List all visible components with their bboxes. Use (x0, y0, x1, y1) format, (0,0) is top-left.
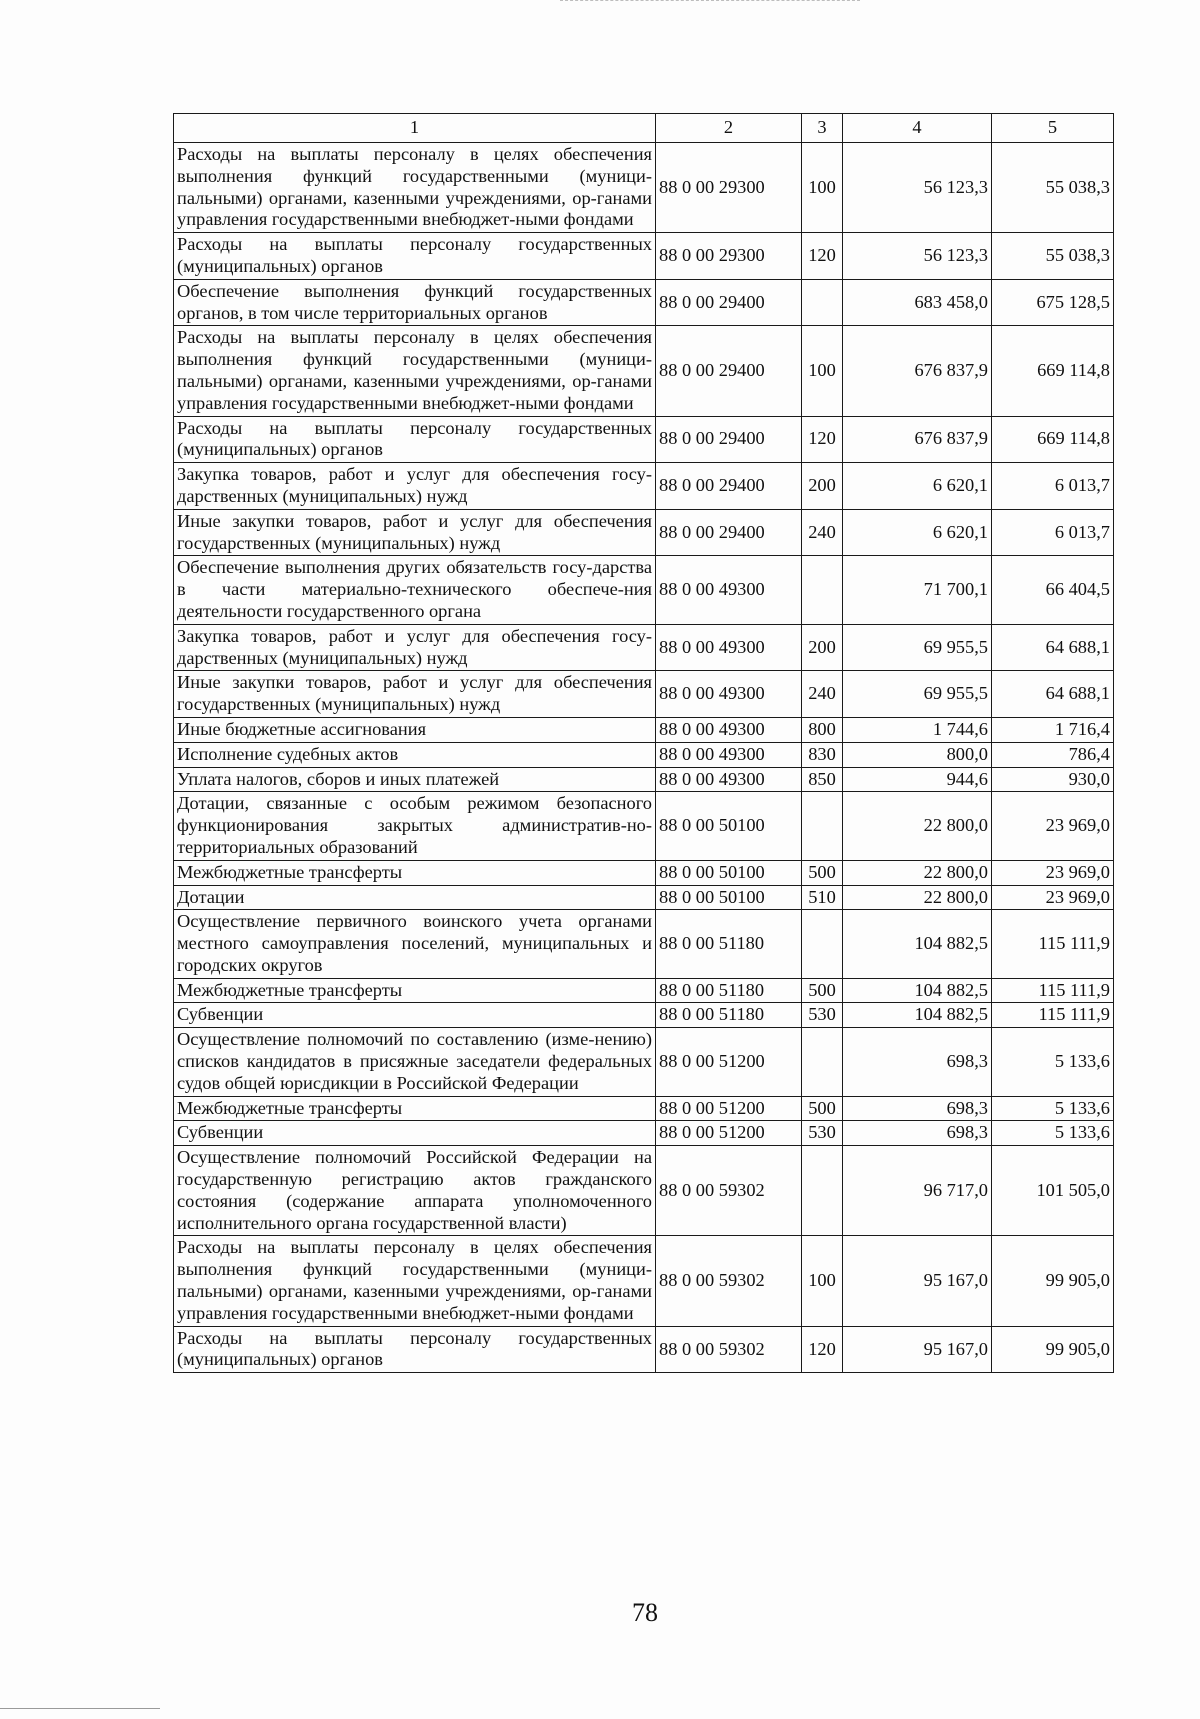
table-row (174, 910, 1114, 978)
scan-artifact-top (560, 0, 860, 2)
cell-amount-1: 71 700,1 (843, 556, 992, 624)
cell-amount-2: 66 404,5 (992, 556, 1114, 624)
header-col-4: 4 (843, 114, 992, 143)
cell-amount-2: 101 505,0 (992, 1146, 1114, 1236)
table-row (174, 279, 1114, 326)
cell-amount-2: 64 688,1 (992, 624, 1114, 671)
table-row (174, 885, 1114, 910)
cell-amount-1: 698,3 (843, 1028, 992, 1096)
cell-amount-1: 676 837,9 (843, 326, 992, 416)
cell-amount-1: 22 800,0 (843, 792, 992, 860)
cell-name: Иные закупки товаров, работ и услуг для обеспечения государственных (муниципальных) нужд (174, 671, 656, 718)
cell-amount-1: 22 800,0 (843, 860, 992, 885)
table-row (174, 326, 1114, 416)
table-row (174, 1028, 1114, 1096)
cell-amount-2: 1 716,4 (992, 717, 1114, 742)
cell-name: Расходы на выплаты персоналу в целях обеспечения выполнения функций государственными (муници-пальными) органами, казенными учреждениями, ор-ганами управления государственными внебюджет-ными фондами (174, 143, 656, 233)
cell-amount-2: 99 905,0 (992, 1236, 1114, 1326)
cell-amount-2: 23 969,0 (992, 860, 1114, 885)
cell-code: 88 0 00 51180 (656, 910, 802, 978)
cell-amount-2: 6 013,7 (992, 509, 1114, 556)
table-row (174, 792, 1114, 860)
cell-name: Обеспечение выполнения других обязательств госу-дарства в части материально-технического обеспече-ния деятельности государственного органа (174, 556, 656, 624)
cell-amount-1: 800,0 (843, 742, 992, 767)
budget-table (173, 113, 1114, 1373)
table-row (174, 1236, 1114, 1326)
cell-amount-1: 95 167,0 (843, 1236, 992, 1326)
cell-expense-type: 200 (802, 624, 843, 671)
cell-amount-2: 675 128,5 (992, 279, 1114, 326)
cell-code: 88 0 00 59302 (656, 1326, 802, 1373)
cell-code: 88 0 00 29400 (656, 509, 802, 556)
cell-code: 88 0 00 49300 (656, 717, 802, 742)
cell-amount-1: 6 620,1 (843, 463, 992, 510)
cell-name: Иные закупки товаров, работ и услуг для обеспечения государственных (муниципальных) нужд (174, 509, 656, 556)
table-row (174, 143, 1114, 233)
cell-amount-1: 104 882,5 (843, 910, 992, 978)
cell-name: Уплата налогов, сборов и иных платежей (174, 767, 656, 792)
cell-amount-2: 99 905,0 (992, 1326, 1114, 1373)
cell-code: 88 0 00 51200 (656, 1028, 802, 1096)
cell-name: Расходы на выплаты персоналу в целях обеспечения выполнения функций государственными (муници-пальными) органами, казенными учреждениями, ор-ганами управления государственными внебюджет-ными фондами (174, 1236, 656, 1326)
cell-amount-1: 698,3 (843, 1096, 992, 1121)
cell-expense-type: 240 (802, 509, 843, 556)
table-header (174, 114, 1114, 143)
cell-expense-type: 120 (802, 1326, 843, 1373)
scan-artifact-bottom (0, 1708, 160, 1710)
cell-code: 88 0 00 49300 (656, 671, 802, 718)
cell-name: Расходы на выплаты персоналу государственных (муниципальных) органов (174, 1326, 656, 1373)
cell-amount-2: 930,0 (992, 767, 1114, 792)
table-row (174, 978, 1114, 1003)
cell-code: 88 0 00 51200 (656, 1096, 802, 1121)
cell-amount-1: 676 837,9 (843, 416, 992, 463)
cell-expense-type: 500 (802, 860, 843, 885)
cell-code: 88 0 00 29300 (656, 143, 802, 233)
cell-amount-2: 115 111,9 (992, 1003, 1114, 1028)
page-number: 78 (632, 1598, 658, 1627)
cell-amount-2: 669 114,8 (992, 416, 1114, 463)
table-row (174, 509, 1114, 556)
cell-name: Закупка товаров, работ и услуг для обеспечения госу-дарственных (муниципальных) нужд (174, 624, 656, 671)
cell-name: Расходы на выплаты персоналу государственных (муниципальных) органов (174, 233, 656, 280)
cell-amount-2: 23 969,0 (992, 885, 1114, 910)
cell-expense-type (802, 1146, 843, 1236)
cell-code: 88 0 00 29300 (656, 233, 802, 280)
table-row (174, 1003, 1114, 1028)
cell-expense-type: 530 (802, 1121, 843, 1146)
cell-amount-1: 6 620,1 (843, 509, 992, 556)
cell-name: Иные бюджетные ассигнования (174, 717, 656, 742)
cell-name: Межбюджетные трансферты (174, 860, 656, 885)
table-row (174, 1096, 1114, 1121)
cell-amount-2: 23 969,0 (992, 792, 1114, 860)
table-row (174, 1121, 1114, 1146)
cell-name: Осуществление полномочий Российской Федерации на государственную регистрацию актов гражданского состояния (содержание аппарата уполномоченного исполнительного органа государственной власти) (174, 1146, 656, 1236)
table-row (174, 233, 1114, 280)
cell-name: Исполнение судебных актов (174, 742, 656, 767)
cell-amount-2: 55 038,3 (992, 233, 1114, 280)
table-row (174, 860, 1114, 885)
table-body (174, 143, 1114, 1373)
cell-name: Субвенции (174, 1003, 656, 1028)
cell-expense-type (802, 910, 843, 978)
cell-code: 88 0 00 51180 (656, 978, 802, 1003)
cell-code: 88 0 00 29400 (656, 279, 802, 326)
header-col-2: 2 (656, 114, 802, 143)
cell-expense-type: 240 (802, 671, 843, 718)
cell-code: 88 0 00 51200 (656, 1121, 802, 1146)
cell-amount-2: 5 133,6 (992, 1121, 1114, 1146)
cell-code: 88 0 00 49300 (656, 767, 802, 792)
cell-amount-1: 22 800,0 (843, 885, 992, 910)
cell-expense-type: 500 (802, 1096, 843, 1121)
table-row (174, 624, 1114, 671)
header-col-3: 3 (802, 114, 843, 143)
cell-amount-2: 669 114,8 (992, 326, 1114, 416)
cell-code: 88 0 00 51180 (656, 1003, 802, 1028)
cell-expense-type: 530 (802, 1003, 843, 1028)
cell-code: 88 0 00 49300 (656, 624, 802, 671)
table-row (174, 463, 1114, 510)
cell-expense-type (802, 1028, 843, 1096)
cell-name: Осуществление первичного воинского учета органами местного самоуправления поселений, муниципальных и городских округов (174, 910, 656, 978)
header-row (174, 114, 1114, 143)
table-row (174, 556, 1114, 624)
cell-amount-1: 104 882,5 (843, 1003, 992, 1028)
cell-amount-1: 104 882,5 (843, 978, 992, 1003)
cell-expense-type: 120 (802, 233, 843, 280)
cell-amount-1: 56 123,3 (843, 143, 992, 233)
cell-amount-1: 683 458,0 (843, 279, 992, 326)
cell-name: Обеспечение выполнения функций государственных органов, в том числе территориальных органов (174, 279, 656, 326)
cell-expense-type (802, 556, 843, 624)
cell-expense-type (802, 279, 843, 326)
cell-amount-1: 698,3 (843, 1121, 992, 1146)
cell-code: 88 0 00 59302 (656, 1236, 802, 1326)
cell-expense-type: 100 (802, 1236, 843, 1326)
cell-expense-type: 100 (802, 143, 843, 233)
cell-code: 88 0 00 50100 (656, 885, 802, 910)
cell-expense-type: 510 (802, 885, 843, 910)
cell-amount-2: 6 013,7 (992, 463, 1114, 510)
table-row (174, 416, 1114, 463)
table-row (174, 767, 1114, 792)
cell-amount-1: 96 717,0 (843, 1146, 992, 1236)
cell-expense-type (802, 792, 843, 860)
cell-expense-type: 830 (802, 742, 843, 767)
cell-expense-type: 120 (802, 416, 843, 463)
cell-amount-1: 1 744,6 (843, 717, 992, 742)
table-row (174, 671, 1114, 718)
cell-amount-1: 69 955,5 (843, 624, 992, 671)
cell-amount-1: 95 167,0 (843, 1326, 992, 1373)
cell-amount-2: 115 111,9 (992, 910, 1114, 978)
cell-amount-1: 56 123,3 (843, 233, 992, 280)
cell-amount-2: 55 038,3 (992, 143, 1114, 233)
cell-expense-type: 850 (802, 767, 843, 792)
cell-code: 88 0 00 29400 (656, 326, 802, 416)
cell-name: Субвенции (174, 1121, 656, 1146)
cell-expense-type: 200 (802, 463, 843, 510)
cell-amount-1: 69 955,5 (843, 671, 992, 718)
cell-code: 88 0 00 59302 (656, 1146, 802, 1236)
cell-code: 88 0 00 29400 (656, 416, 802, 463)
cell-code: 88 0 00 50100 (656, 792, 802, 860)
cell-amount-1: 944,6 (843, 767, 992, 792)
table-row (174, 717, 1114, 742)
cell-amount-2: 786,4 (992, 742, 1114, 767)
cell-name: Закупка товаров, работ и услуг для обеспечения госу-дарственных (муниципальных) нужд (174, 463, 656, 510)
cell-amount-2: 5 133,6 (992, 1096, 1114, 1121)
header-col-1: 1 (174, 114, 656, 143)
cell-name: Дотации (174, 885, 656, 910)
cell-expense-type: 800 (802, 717, 843, 742)
cell-amount-2: 115 111,9 (992, 978, 1114, 1003)
table-row (174, 1326, 1114, 1373)
cell-name: Осуществление полномочий по составлению (изме-нению) списков кандидатов в присяжные заседатели федеральных судов общей юрисдикции в Российской Федерации (174, 1028, 656, 1096)
cell-code: 88 0 00 29400 (656, 463, 802, 510)
cell-name: Расходы на выплаты персоналу государственных (муниципальных) органов (174, 416, 656, 463)
cell-name: Дотации, связанные с особым режимом безопасного функционирования закрытых административ-но-территориальных образований (174, 792, 656, 860)
cell-amount-2: 5 133,6 (992, 1028, 1114, 1096)
header-col-5: 5 (992, 114, 1114, 143)
cell-name: Межбюджетные трансферты (174, 978, 656, 1003)
table-row (174, 1146, 1114, 1236)
cell-amount-2: 64 688,1 (992, 671, 1114, 718)
cell-code: 88 0 00 49300 (656, 742, 802, 767)
cell-expense-type: 100 (802, 326, 843, 416)
cell-name: Межбюджетные трансферты (174, 1096, 656, 1121)
cell-code: 88 0 00 49300 (656, 556, 802, 624)
cell-code: 88 0 00 50100 (656, 860, 802, 885)
cell-name: Расходы на выплаты персоналу в целях обеспечения выполнения функций государственными (муници-пальными) органами, казенными учреждениями, ор-ганами управления государственными внебюджет-ными фондами (174, 326, 656, 416)
table-row (174, 742, 1114, 767)
cell-expense-type: 500 (802, 978, 843, 1003)
